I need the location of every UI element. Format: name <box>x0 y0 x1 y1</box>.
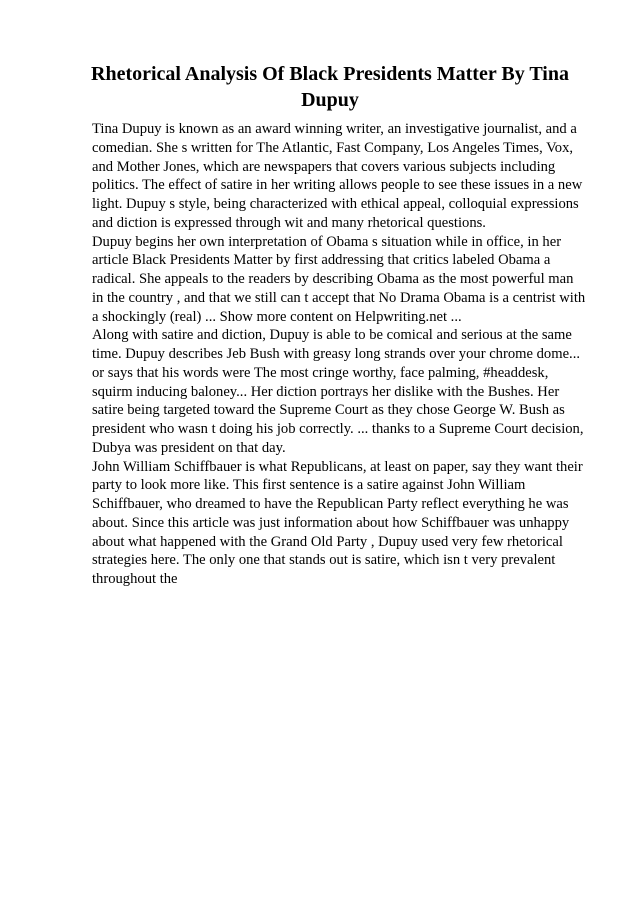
body-line: Along with satire and diction, Dupuy is able to be comical and serious at the same <box>92 327 572 344</box>
body-line: in the country , and that we still can t accept that No Drama Obama is a centrist with <box>92 289 586 306</box>
body-line: or says that his words were The most cringe worthy, face palming, #headdesk, <box>92 364 549 381</box>
title-line: Rhetorical Analysis Of Black Presidents Matter By Tina <box>91 63 569 85</box>
body-line: Dubya was president on that day. <box>92 439 286 456</box>
body-line: time. Dupuy describes Jeb Bush with greasy long strands over your chrome dome... <box>92 346 580 362</box>
body-line: John William Schiffbauer is what Republicans, at least on paper, say they want their <box>92 458 583 475</box>
body-line: radical. She appeals to the readers by describing Obama as the most powerful man <box>92 271 574 287</box>
body-line: Tina Dupuy is known as an award winning writer, an investigative journalist, and a <box>92 121 577 137</box>
body-line: comedian. She s written for The Atlantic, Fast Company, Los Angeles Times, Vox, <box>92 139 574 156</box>
body-line: Dupuy begins her own interpretation of Obama s situation while in office, in her <box>92 233 562 250</box>
body-line: throughout the <box>92 571 178 587</box>
body-line: article Black Presidents Matter by first addressing that critics labeled Obama a <box>92 252 551 269</box>
body-line: a shockingly (real) ... Show more content on Helpwriting.net ... <box>92 308 462 325</box>
body-line: about. Since this article was just information about how Schiffbauer was unhappy <box>92 514 570 531</box>
title-line: Dupuy <box>301 89 359 111</box>
body-line: and Mother Jones, which are newspapers that covers various subjects including <box>92 158 556 175</box>
body-line: politics. The effect of satire in her writing allows people to see these issues in a new <box>92 177 583 194</box>
body-line: light. Dupuy s style, being characterized with ethical appeal, colloquial expressions <box>92 196 579 212</box>
document-body <box>92 120 592 589</box>
document-title <box>80 61 580 113</box>
body-line: party to look more like. This first sentence is a satire against John William <box>92 477 526 494</box>
body-line: satire being targeted toward the Supreme Court as they chose George W. Bush as <box>92 402 565 419</box>
body-line: and diction is expressed through wit and many rhetorical questions. <box>92 214 486 231</box>
body-line: Schiffbauer, who dreamed to have the Republican Party reflect everything he was <box>92 496 569 512</box>
body-line: president who wasn t doing his job correctly. ... thanks to a Supreme Court decision, <box>92 421 584 437</box>
body-line: squirm inducing baloney... Her diction portrays her dislike with the Bushes. Her <box>92 383 560 400</box>
body-line: about what happened with the Grand Old Party , Dupuy used very few rhetorical <box>92 533 563 550</box>
body-line: strategies here. The only one that stands out is satire, which isn t very prevalent <box>92 552 556 569</box>
